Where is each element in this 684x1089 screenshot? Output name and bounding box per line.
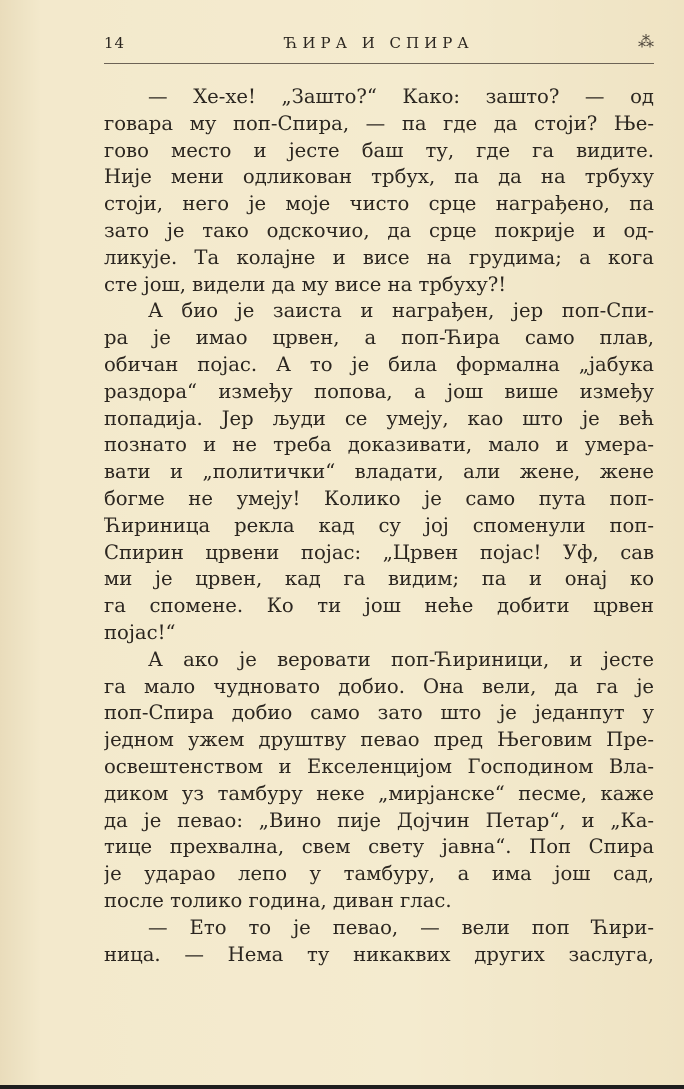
text-line: А ако је веровати поп-Ћириници, и јесте <box>148 647 654 671</box>
text-line: појас!“ <box>104 620 176 644</box>
text-line: је ударао лепо у тамбуру, а има још сад, <box>104 862 654 886</box>
text-line: познато и не треба доказивати, мало и умера- <box>104 433 654 457</box>
text-line: тице прехвална, свем свету јавна“. Поп Спира <box>104 835 654 859</box>
text-line: освештенством и Екселенцијом Господином Вла- <box>104 754 654 778</box>
text-line: Није мени одликован трбух, па да на трбуху <box>104 165 654 189</box>
text-line: стоји, него је моје чисто срце награђено, па <box>104 192 654 216</box>
text-line: ми је црвен, кад га видим; па и онај ко <box>104 567 654 591</box>
ornament-icon: ⁂ <box>638 32 654 51</box>
text-line: диком уз тамбуру неке „мирјанске“ песме, каже <box>104 781 654 805</box>
page-header <box>104 34 654 58</box>
text-line: Спирин црвени појас: „Црвен појас! Уф, сав <box>104 540 654 564</box>
text-line: А био је заиста и награђен, јер поп-Спи- <box>148 299 654 323</box>
text-line: богме не умеју! Колико је само пута поп- <box>104 486 654 510</box>
text-line: после толико година, диван глас. <box>104 888 452 912</box>
text-line: га спомене. Ко ти још неће добити црвен <box>104 594 654 618</box>
header-rule <box>104 63 654 64</box>
text-line: попадија. Јер људи се умеју, као што је већ <box>104 406 654 430</box>
body-text <box>104 84 654 968</box>
scan-bottom-edge <box>0 1085 684 1089</box>
text-line: вати и „политички“ владати, али жене, жене <box>104 460 654 484</box>
text-line: ликује. Та колајне и висе на грудима; а кога <box>104 245 654 269</box>
text-line: раздора“ између попова, а још више између <box>104 379 654 403</box>
page-number: 14 <box>104 34 126 52</box>
text-line: поп-Спира добио само зато што је једанпут у <box>104 701 654 725</box>
text-line: ра је имао црвен, а поп-Ћира само плав, <box>104 326 654 350</box>
text-line: зато је тако одскочио, да срце покрије и од- <box>104 218 654 242</box>
text-line: обичан појас. А то је била формална „јабука <box>104 352 654 376</box>
text-line: — Ето то је певао, — вели поп Ћири- <box>148 915 654 939</box>
text-line: да је певао: „Вино пије Дојчин Петар“, и „Ка- <box>104 808 654 832</box>
text-line: гово место и јесте баш ту, где га видите. <box>104 138 654 162</box>
text-line: једном ужем друштву певао пред Његовим Пре- <box>104 728 654 752</box>
text-line: — Хе-хе! „Зашто?“ Како: зашто? — од <box>148 85 654 108</box>
text-line: га мало чудновато добио. Она вели, да га је <box>104 674 654 698</box>
text-line: сте још, видели да му висе на трбуху?! <box>104 272 507 296</box>
running-title: ЋИРА И СПИРА <box>284 34 474 52</box>
text-line: говара му поп-Спира, — па где да стоји? Ње- <box>104 111 654 135</box>
text-line: Ћириница рекла кад су јој споменули поп- <box>104 513 654 537</box>
text-line: ница. — Нема ту никаквих других заслуга, <box>104 942 654 966</box>
